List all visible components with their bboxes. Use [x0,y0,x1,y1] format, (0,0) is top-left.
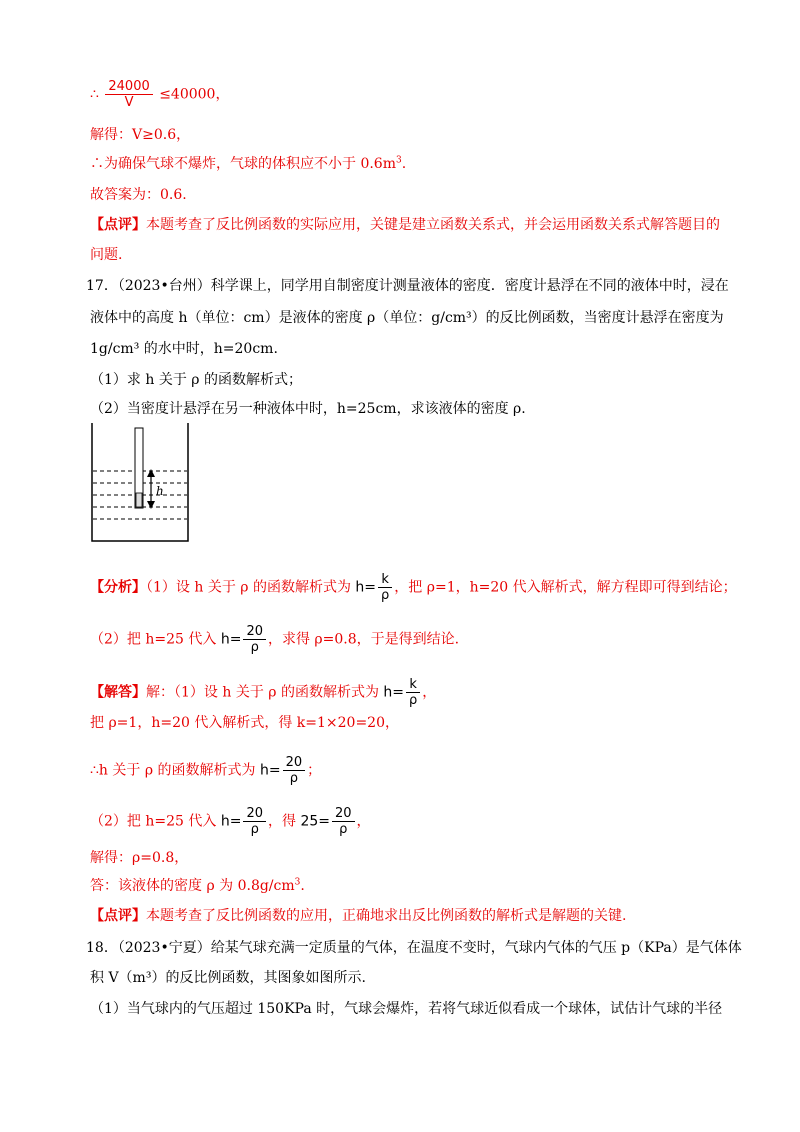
h-equals: h= [220,631,242,648]
q17-line-2: 液体中的高度 h（单位：cm）是液体的密度 ρ（单位：g/cm³）的反比例函数，当密度计悬浮在密度为 [90,310,724,326]
solve-rho-line: 解得：ρ=0.8， [90,850,189,866]
analysis-line-1 [90,572,737,603]
inequality-rest: ≤40000， [159,86,230,103]
hydrometer-weight [136,493,142,507]
fraction-numerator: 20 [243,806,266,822]
comment-text: 本题考查了反比例函数的实际应用，关键是建立函数关系式，并会运用函数关系式解答题目的 [146,217,720,233]
answer-line: 故答案为：0.6. [90,187,187,203]
fraction-numerator: k [406,677,420,693]
h-equals: h= [355,579,377,596]
fraction-numerator: 20 [283,755,306,771]
fraction-20-over-rho [243,624,266,655]
fraction-denominator: ρ [339,822,348,837]
semicolon: ； [307,762,322,779]
comment-line-1 [90,216,720,234]
comment-tag: 【点评】 [90,908,146,924]
equation-lhs: 25= [300,813,330,830]
q18-line-1: 18．（2023•宁夏）给某气球充满一定质量的气体，在温度不变时，气球内气体的气压 p（KPa）是气体体 [86,940,742,956]
solution-tag: 【解答】 [90,684,146,701]
h-equals: h= [220,813,242,830]
inequality-line [90,79,229,110]
arrow-head-down [147,501,155,509]
period: . [401,156,407,172]
arrow-head-up [147,469,155,477]
analysis2-text-a: （2）把 h=25 代入 [90,631,217,648]
fraction-denominator: ρ [250,822,259,837]
part2-text-b: ，得 [267,813,296,830]
result-text: ∴h 关于 ρ 的函数解析式为 [90,762,256,779]
comment-tag: 【点评】 [90,217,146,233]
conclusion-line [90,155,406,173]
analysis-line-2 [90,624,459,655]
fraction-numerator: 20 [332,806,355,822]
hydrometer-diagram [88,423,198,545]
substitution-line: 把 ρ=1，h=20 代入解析式，得 k=1×20=20， [90,715,399,731]
q17-part-1: （1）求 h 关于 ρ 的函数解析式； [90,372,302,388]
height-label: h [156,484,164,498]
q17-line-3: 1g/cm³ 的水中时，h=20cm. [90,341,278,357]
fraction-k-over-rho [378,572,392,603]
q17-part-2: （2）当密度计悬浮在另一种液体中时，h=25cm，求该液体的密度 ρ. [90,401,526,417]
h-equals: h= [383,684,405,701]
fraction-denominator: ρ [289,771,298,786]
analysis-text-b: ，把 ρ=1，h=20 代入解析式，解方程即可得到结论； [394,579,737,596]
fraction-20-over-rho [243,806,266,837]
analysis-tag: 【分析】 [90,579,146,596]
q17-comment-line [90,907,626,925]
solution-line-1 [90,677,436,708]
analysis2-text-b: ，求得 ρ=0.8，于是得到结论. [267,631,460,648]
conclusion-text: ∴为确保气球不爆炸，气球的体积应不小于 0.6m [90,156,396,172]
solve-v-line: 解得：V≥0.6， [90,127,191,143]
fraction-denominator: ρ [409,693,418,708]
final-answer-text: 答：该液体的密度 ρ 为 0.8g/cm [90,878,295,894]
fraction-denominator: ρ [250,640,259,655]
comment-text: 本题考查了反比例函数的应用，正确地求出反比例函数的解析式是解题的关键. [146,908,627,924]
q18-line-2: 积 V（m³）的反比例函数，其图象如图所示. [90,970,366,986]
q17-line-1: 17．（2023•台州）科学课上，同学用自制密度计测量液体的密度．密度计悬浮在不同的液体中时，浸在 [86,278,729,294]
comment-line-2: 问题. [90,247,123,263]
analysis-text-a: （1）设 h 关于 ρ 的函数解析式为 [146,579,351,596]
final-answer-line [90,877,305,895]
result-line [90,755,321,786]
part2-solution-line [90,806,371,837]
comma: ， [356,813,371,830]
part2-text-a: （2）把 h=25 代入 [90,813,217,830]
therefore-symbol: ∴ [90,86,99,103]
q18-line-3: （1）当气球内的气压超过 150KPa 时，气球会爆炸，若将气球近似看成一个球体，试估计气球的半径 [90,1001,723,1017]
superscript: 3 [396,155,402,166]
fraction-numerator: 20 [243,624,266,640]
comma: ， [422,684,437,701]
fraction-denominator: V [124,95,134,110]
h-equals: h= [259,762,281,779]
fraction-20-over-rho [283,755,306,786]
superscript: 3 [294,877,301,888]
fraction-denominator: ρ [381,588,390,603]
fraction-numerator: k [378,572,392,588]
fraction-k-over-rho [406,677,420,708]
solution-text-a: 解：（1）设 h 关于 ρ 的函数解析式为 [146,684,379,701]
fraction-numerator: 24000 [105,79,152,95]
period: . [300,878,305,894]
fraction-20-over-rho [332,806,355,837]
fraction-24000-over-v [105,79,152,110]
